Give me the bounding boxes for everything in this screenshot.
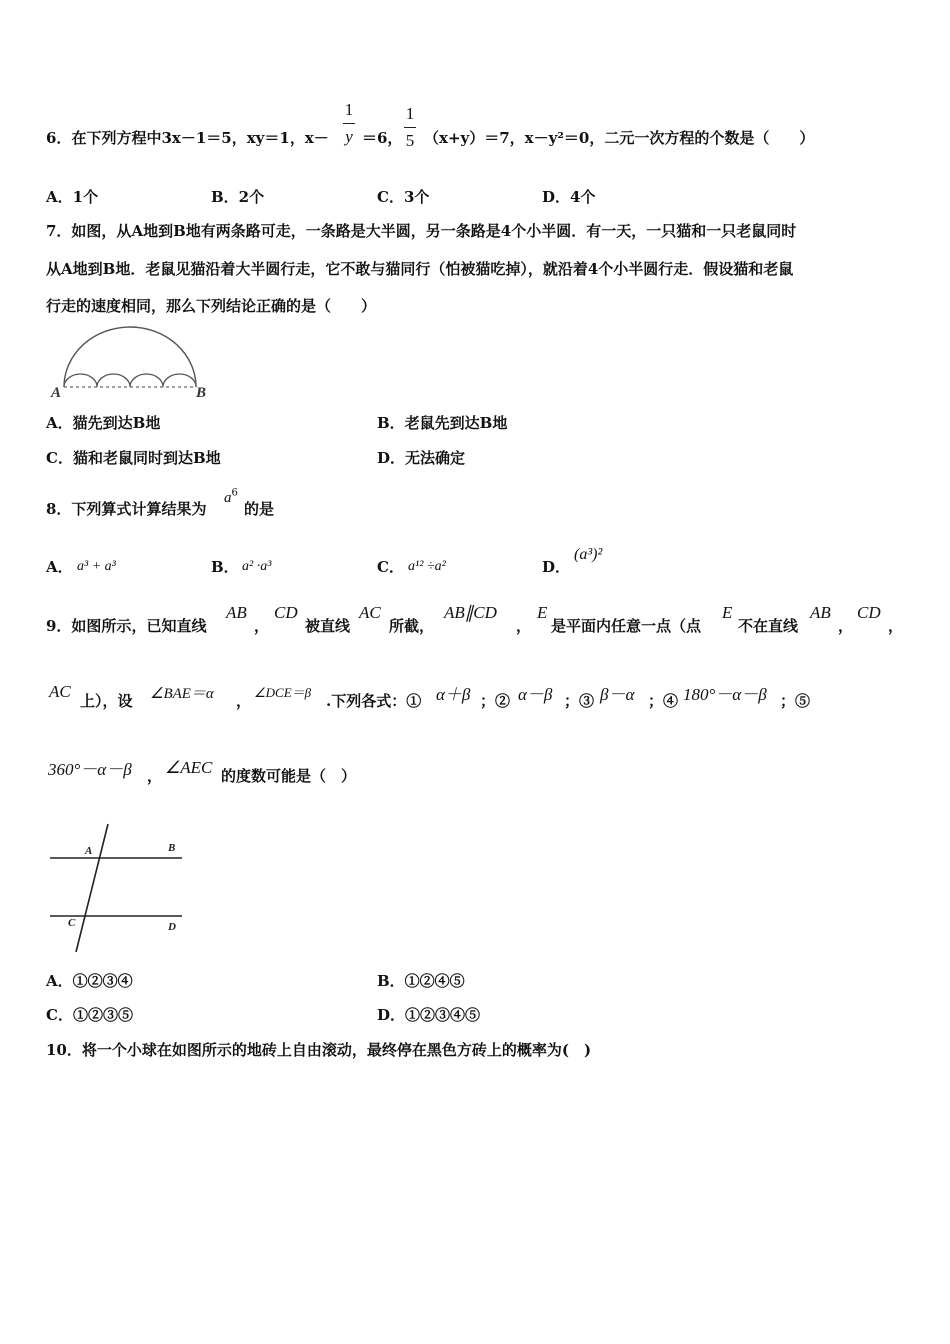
q6-option-c[interactable]: C．3个 (377, 188, 430, 206)
q9-cd2: CD (857, 603, 881, 622)
q9-ac2: AC (49, 682, 71, 701)
q8-option-b-expr[interactable]: a² ·a³ (242, 559, 272, 574)
fig-label-c: C (68, 917, 76, 929)
q7-line-1: 7．如图，从A地到B地有两条路可走，一条路是大半圆，另一条路是4个小半圆．有一天，一只猫和一只老鼠同时 (46, 222, 797, 240)
q9-s5: ；⑤ (780, 692, 811, 710)
line-ac (76, 824, 108, 952)
q9-expr-5: 360°－α－β (48, 760, 132, 779)
q9-aec: ∠AEC (165, 758, 213, 777)
q9-t8: 的度数可能是（ ） (221, 767, 357, 785)
q6-number: 6． (46, 129, 72, 147)
q6-rest (424, 127, 814, 148)
q9-bae: ∠BAE＝α (150, 686, 214, 702)
q9-t7: .下列各式：① (326, 692, 422, 710)
q8-expr (224, 487, 238, 507)
q9-t2: 被直线 (305, 617, 351, 635)
big-semicircle (64, 327, 196, 387)
q9-expr-1: α＋β (436, 685, 471, 704)
q8-option-b-letter[interactable]: B． (211, 558, 239, 576)
q8-option-c-letter[interactable]: C． (377, 558, 404, 576)
q7-label-a: A (51, 385, 62, 401)
q6-suffix: 二元一次方程的个数是（ ） (604, 129, 815, 147)
q7-line-2: 从A地到B地．老鼠见猫沿着大半圆行走，它不敢与猫同行（怕被猫吃掉），就沿着4个小半圆行走．假设猫和老鼠 (46, 260, 794, 278)
fig-label-a: A (85, 845, 93, 857)
q9-s2: ；② (480, 692, 511, 710)
q8-text-after: 的是 (244, 500, 275, 518)
q7-line-3: 行走的速度相同，那么下列结论正确的是（ ） (46, 297, 377, 315)
q9-s3: ；③ (564, 692, 595, 710)
q6-option-d[interactable]: D．4个 (542, 188, 596, 206)
small-semicircles (64, 374, 196, 387)
q6-frac2-den: 5 (405, 131, 415, 150)
q8-exp: 6 (231, 487, 238, 499)
q9-comma-c: ， (838, 617, 854, 635)
q8-option-a-expr[interactable]: a³ + a³ (77, 559, 116, 574)
q7-option-a[interactable]: A．猫先到达B地 (46, 414, 161, 432)
q6-frac1-num: 1 (344, 100, 354, 119)
q7-option-d[interactable]: D．无法确定 (377, 449, 466, 467)
q9-ab2: AB (810, 603, 831, 622)
q9-ac: AC (359, 603, 381, 622)
q9-e: E (537, 603, 548, 622)
q8-option-d-expr[interactable]: (a³)² (574, 546, 603, 563)
q9-option-d[interactable]: D．①②③④⑤ (377, 1006, 481, 1024)
fig-label-d: D (168, 921, 176, 933)
q9-ab: AB (226, 603, 247, 622)
q9-option-a[interactable]: A．①②③④ (46, 972, 133, 990)
q8-option-c-expr[interactable]: a¹² ÷a² (408, 559, 446, 574)
q9-expr-2: α－β (518, 685, 553, 704)
q6-eq3-right: ＝6， (362, 129, 403, 147)
q6-eq5: x－y²＝0， (524, 129, 605, 147)
q9-expr-3: β－α (600, 685, 635, 704)
q9-parallel-lines-figure (44, 820, 192, 956)
fig-label-b: B (168, 842, 176, 854)
q8-option-a-letter[interactable]: A． (46, 558, 73, 576)
q7-option-c[interactable]: C．猫和老鼠同时到达B地 (46, 449, 221, 467)
q7-semicircle-figure (48, 325, 218, 401)
q8-base: a (224, 490, 232, 506)
q9-dce: ∠DCE＝β (254, 685, 312, 700)
q9-e2: E (722, 603, 733, 622)
q7-label-b: B (196, 385, 207, 401)
q9-parallel: AB∥CD (444, 603, 497, 622)
q6-option-a[interactable]: A．1个 (46, 188, 99, 206)
q9-option-c[interactable]: C．①②③⑤ (46, 1006, 133, 1024)
q6-frac2-num: 1 (405, 104, 415, 123)
q6-eq3-left: x－ (304, 129, 329, 147)
q9-comma2: ， (888, 617, 904, 635)
q9-t3: 所截， (389, 617, 435, 635)
q6-eq1: 3x－1＝5， (161, 129, 247, 147)
q6-fraction-1 (343, 100, 355, 147)
q6-fraction-2 (404, 104, 416, 151)
q10-text: 10．将一个小球在如图所示的地砖上自由滚动，最终停在黑色方砖上的概率为( ) (46, 1041, 592, 1059)
q8-option-d-letter[interactable]: D． (542, 558, 571, 576)
q7-option-b[interactable]: B．老鼠先到达B地 (377, 414, 508, 432)
q6-eq2: xy＝1， (246, 129, 305, 147)
q6-eq4: （x+y）＝7， (424, 129, 525, 147)
q9-comma-b: ， (516, 617, 532, 635)
q9-t5: 不在直线 (738, 617, 799, 635)
q9-s4: ；④ (648, 692, 679, 710)
q9-cd: CD (274, 603, 298, 622)
q9-t6: 上），设 (80, 692, 133, 710)
q8-text-before: 8．下列算式计算结果为 (46, 500, 207, 518)
q6-option-b[interactable]: B．2个 (211, 188, 265, 206)
q9-option-b[interactable]: B．①②④⑤ (377, 972, 465, 990)
q6-frac1-den: y (345, 127, 353, 146)
q9-comma-d: ， (236, 692, 252, 710)
q9-expr-4: 180°－α－β (683, 685, 767, 704)
q9-comma: ， (254, 617, 270, 635)
q6-prefix: 在下列方程中 (71, 129, 162, 147)
q9-comma3: ， (147, 767, 163, 785)
q9-t4: 是平面内任意一点（点 (551, 617, 702, 635)
q6-text (46, 127, 329, 148)
q9-t1: 9．如图所示，已知直线 (46, 617, 207, 635)
